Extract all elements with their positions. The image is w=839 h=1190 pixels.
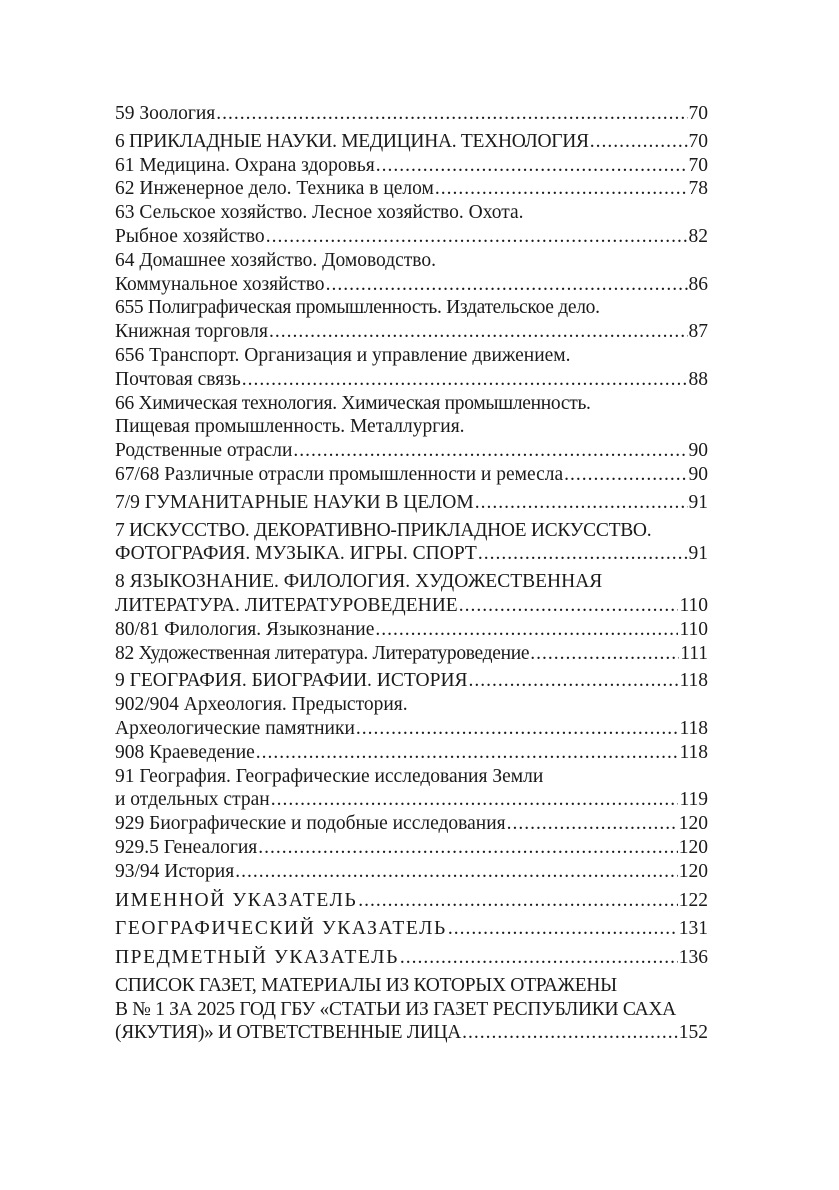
dot-leader	[400, 946, 678, 970]
dot-leader	[475, 491, 688, 515]
toc-entry-title-line: и отдельных стран	[115, 789, 270, 811]
toc-entry-title-line: 91 География. Географические исследования Земли	[115, 765, 544, 787]
toc-page-number: 131	[678, 918, 708, 940]
toc-page-number: 82	[688, 225, 708, 247]
toc-entry-title-line: Археологические памятники	[115, 717, 355, 739]
dot-leader	[271, 788, 679, 812]
toc-entry-title-line: ЛИТЕРАТУРА. ЛИТЕРАТУРОВЕДЕНИЕ	[115, 594, 458, 616]
toc-entry-67-68[interactable]	[115, 463, 708, 487]
toc-entry-63[interactable]	[115, 201, 708, 249]
dot-leader	[266, 225, 688, 249]
dot-leader	[358, 889, 677, 913]
toc-section-8[interactable]	[115, 570, 708, 618]
toc-entry-80-81[interactable]	[115, 618, 708, 642]
toc-page-number: 87	[688, 321, 708, 343]
toc-entry-title: 93/94 История	[115, 860, 235, 882]
toc-entry-title: 80/81 Филология. Языкознание	[115, 618, 375, 640]
toc-entry-title: 929.5 Генеалогия	[115, 836, 258, 858]
toc-entry-title-line: Книжная торговля	[115, 321, 268, 343]
toc-entry-title: 62 Инженерное дело. Техника в целом	[115, 178, 434, 200]
toc-entry-62[interactable]	[115, 177, 708, 201]
toc-entry-title: ПРЕДМЕТНЫЙ УКАЗАТЕЛЬ	[115, 947, 399, 969]
dot-leader	[530, 642, 679, 666]
dot-leader	[356, 717, 679, 741]
toc-newspaper-list[interactable]	[115, 974, 708, 1045]
toc-entry-64[interactable]	[115, 249, 708, 297]
dot-leader	[242, 368, 688, 392]
toc-entry-title: ИМЕННОЙ УКАЗАТЕЛЬ	[115, 889, 358, 911]
toc-entry-title: 59 Зоология	[115, 103, 216, 124]
dot-leader	[459, 594, 679, 618]
toc-entry-title-line: (ЯКУТИЯ)» И ОТВЕТСТВЕННЫЕ ЛИЦА	[115, 1022, 462, 1044]
toc-entry-title-line: 8 ЯЗЫКОЗНАНИЕ. ФИЛОЛОГИЯ. ХУДОЖЕСТВЕННАЯ	[115, 571, 603, 593]
dot-leader	[256, 741, 679, 765]
toc-page-number: 88	[688, 368, 708, 390]
toc-entry-title: 929 Биографические и подобные исследования	[115, 813, 506, 835]
dot-leader	[590, 130, 688, 154]
toc-page-number: 120	[678, 860, 708, 882]
toc-entry-82[interactable]	[115, 642, 708, 666]
toc-subject-index[interactable]	[115, 946, 708, 970]
toc-page-number: 90	[688, 463, 708, 485]
toc-page-number: 78	[688, 178, 708, 200]
toc-section-7[interactable]	[115, 519, 708, 567]
toc-page-number: 136	[678, 947, 708, 969]
toc-entry-title: 61 Медицина. Охрана здоровья	[115, 154, 375, 176]
toc-entry-title-line: 66 Химическая технология. Химическая промышленность.	[115, 392, 591, 414]
toc-entry-929[interactable]	[115, 812, 708, 836]
toc-entry-title: ГЕОГРАФИЧЕСКИЙ УКАЗАТЕЛЬ	[115, 918, 447, 940]
dot-leader	[507, 812, 678, 836]
toc-entry-91[interactable]	[115, 765, 708, 813]
dot-leader	[564, 463, 687, 487]
toc-geographic-index[interactable]	[115, 917, 708, 941]
toc-entry-title-line: В № 1 ЗА 2025 ГОД ГБУ «СТАТЬИ ИЗ ГАЗЕТ РЕСПУБЛИКИ САХА	[115, 998, 676, 1020]
toc-page-number: 70	[688, 130, 708, 152]
toc-page-number: 118	[679, 670, 708, 692]
toc-entry-title: 67/68 Различные отрасли промышленности и ремесла	[115, 463, 564, 485]
dot-leader	[435, 177, 688, 201]
toc-entry-title-line: 64 Домашнее хозяйство. Домоводство.	[115, 249, 436, 271]
toc-page-number: 110	[679, 594, 708, 616]
toc-page-number: 152	[678, 1022, 708, 1044]
toc-name-index[interactable]	[115, 889, 708, 913]
toc-entry-title-line: ФОТОГРАФИЯ. МУЗЫКА. ИГРЫ. СПОРТ	[115, 543, 477, 565]
toc-entry-title-line: Пищевая промышленность. Металлургия.	[115, 416, 465, 438]
toc-entry-656[interactable]	[115, 344, 708, 392]
toc-section-6[interactable]	[115, 130, 708, 154]
toc-entry-908[interactable]	[115, 741, 708, 765]
toc-entry-61[interactable]	[115, 154, 708, 178]
toc-page-number: 120	[678, 836, 708, 858]
dot-leader	[258, 836, 678, 860]
toc-entry-title: 82 Художественная литература. Литературоведение	[115, 642, 530, 664]
toc-entry-title-line: СПИСОК ГАЗЕТ, МАТЕРИАЛЫ ИЗ КОТОРЫХ ОТРАЖЕНЫ	[115, 974, 617, 996]
toc-entry-title-line: 656 Транспорт. Организация и управление движением.	[115, 344, 571, 366]
toc-entry-655[interactable]	[115, 296, 708, 344]
dot-leader	[269, 320, 688, 344]
dot-leader	[235, 860, 678, 884]
dot-leader	[326, 273, 688, 297]
toc-page-number: 110	[679, 618, 708, 640]
table-of-contents	[115, 102, 708, 1045]
toc-entry-title-line: 63 Сельское хозяйство. Лесное хозяйство. Охота.	[115, 202, 524, 224]
dot-leader	[478, 542, 688, 566]
toc-entry-title-line: Родственные отрасли	[115, 440, 293, 462]
toc-entry-93-94[interactable]	[115, 860, 708, 884]
toc-page-number: 86	[688, 273, 708, 295]
toc-page-number: 90	[688, 440, 708, 462]
toc-section-7-9[interactable]	[115, 491, 708, 515]
toc-page-number: 119	[679, 789, 708, 811]
toc-page-number: 120	[678, 813, 708, 835]
dot-leader	[448, 917, 678, 941]
dot-leader	[376, 154, 688, 178]
toc-entry-title-line: 7 ИСКУССТВО. ДЕКОРАТИВНО-ПРИКЛАДНОЕ ИСКУССТВО.	[115, 519, 652, 541]
dot-leader	[469, 669, 679, 693]
toc-entry-title-line: 655 Полиграфическая промышленность. Издательское дело.	[115, 297, 600, 319]
toc-entry-929-5[interactable]	[115, 836, 708, 860]
toc-page-number: 70	[688, 103, 708, 124]
toc-entry-66[interactable]	[115, 392, 708, 463]
toc-page-number: 91	[688, 491, 708, 513]
dot-leader	[293, 439, 687, 463]
toc-entry-title: 7/9 ГУМАНИТАРНЫЕ НАУКИ В ЦЕЛОМ	[115, 491, 474, 513]
toc-entry-title: 908 Краеведение	[115, 741, 255, 763]
toc-entry-title: 6 ПРИКЛАДНЫЕ НАУКИ. МЕДИЦИНА. ТЕХНОЛОГИЯ	[115, 130, 589, 152]
toc-page-number: 111	[680, 642, 708, 664]
toc-entry-title-line: Почтовая связь	[115, 368, 241, 390]
toc-section-9[interactable]	[115, 669, 708, 693]
toc-entry-title-line: Коммунальное хозяйство	[115, 273, 325, 295]
toc-page-number: 118	[679, 741, 708, 763]
toc-entry-902-904[interactable]	[115, 693, 708, 741]
dot-leader	[216, 102, 687, 126]
toc-entry-title-line: 902/904 Археология. Предыстория.	[115, 694, 408, 716]
dot-leader	[375, 618, 678, 642]
toc-entry-59[interactable]	[115, 102, 708, 126]
dot-leader	[462, 1021, 678, 1045]
toc-page-number: 118	[679, 717, 708, 739]
toc-page-number: 91	[688, 543, 708, 565]
toc-page-number: 122	[678, 889, 708, 911]
toc-entry-title: 9 ГЕОГРАФИЯ. БИОГРАФИИ. ИСТОРИЯ	[115, 670, 468, 692]
toc-entry-title-line: Рыбное хозяйство	[115, 225, 265, 247]
toc-page-number: 70	[688, 154, 708, 176]
